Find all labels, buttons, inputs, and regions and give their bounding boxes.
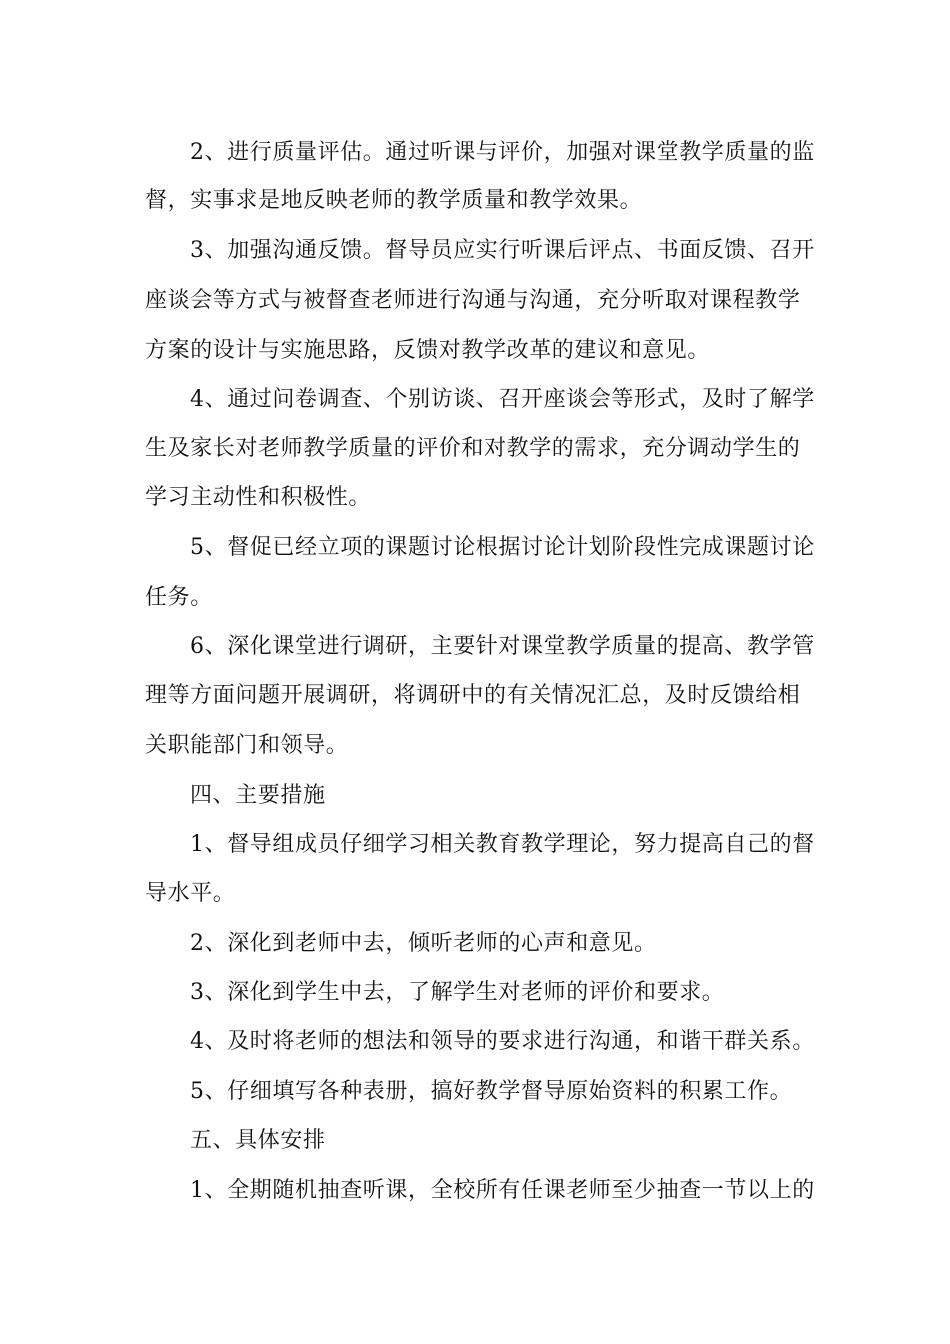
paragraph-4-line-1: 4、通过问卷调查、个别访谈、召开座谈会等形式，及时了解学 [190,387,815,412]
paragraph-2-line-2: 督，实事求是地反映老师的教学质量和教学效果。 [145,188,643,213]
paragraph-3-line-3: 方案的设计与实施思路，反馈对教学改革的建议和意见。 [145,338,711,363]
section-heading-arrangement: 五、具体安排 [190,1128,326,1153]
paragraph-6-line-2: 理等方面问题开展调研，将调研中的有关情况汇总，及时反馈给相 [145,683,801,708]
measure-3: 3、深化到学生中去，了解学生对老师的评价和要求。 [190,980,725,1005]
paragraph-6-line-3: 关职能部门和领导。 [145,733,349,758]
paragraph-5-line-1: 5、督促已经立项的课题讨论根据讨论计划阶段性完成课题讨论 [190,535,815,560]
section-heading-measures: 四、主要措施 [190,783,326,808]
paragraph-6-line-1: 6、深化课堂进行调研，主要针对课堂教学质量的提高、教学管 [190,634,815,659]
paragraph-3-line-1: 3、加强沟通反馈。督导员应实行听课后评点、书面反馈、召开 [190,238,815,263]
paragraph-5-line-2: 任务。 [145,585,213,610]
measure-1-line-1: 1、督导组成员仔细学习相关教育教学理论，努力提高自己的督 [190,832,815,857]
measure-4: 4、及时将老师的想法和领导的要求进行沟通，和谐干群关系。 [190,1029,815,1054]
measure-1-line-2: 导水平。 [145,881,236,906]
arrangement-1-line-1: 1、全期随机抽查听课，全校所有任课老师至少抽查一节以上的 [190,1178,815,1203]
paragraph-3-line-2: 座谈会等方式与被督查老师进行沟通与沟通，充分听取对课程教学 [145,288,801,313]
measure-2: 2、深化到老师中去，倾听老师的心声和意见。 [190,931,657,956]
measure-5: 5、仔细填写各种表册，搞好教学督导原始资料的积累工作。 [190,1079,793,1104]
paragraph-4-line-2: 生及家长对老师教学质量的评价和对教学的需求，充分调动学生的 [145,436,801,461]
paragraph-4-line-3: 学习主动性和积极性。 [145,485,372,510]
paragraph-2-line-1: 2、进行质量评估。通过听课与评价，加强对课堂教学质量的监 [190,140,815,165]
